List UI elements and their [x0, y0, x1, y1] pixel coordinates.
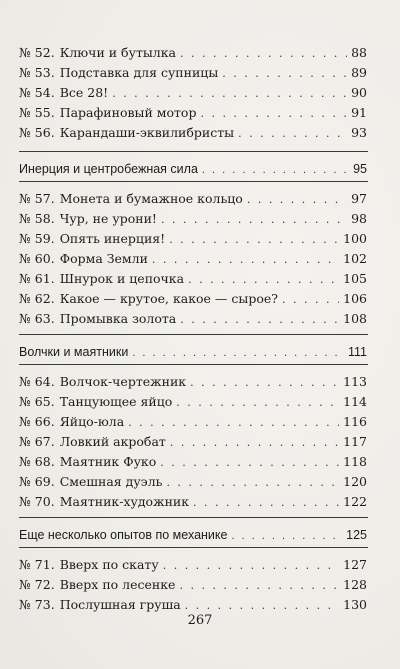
dot-leader — [202, 164, 349, 176]
dot-leader — [161, 213, 347, 226]
entry-number: № 56. — [19, 125, 55, 140]
entry-number: № 66. — [19, 414, 55, 429]
section-page: 125 — [346, 528, 367, 542]
entry-title: Яйцо-юла — [59, 414, 125, 429]
dot-leader — [247, 193, 347, 206]
toc-entry — [19, 271, 367, 291]
section-title: Инерция и центробежная сила — [19, 162, 198, 176]
entry-title: Карандаши-эквилибристы — [59, 125, 235, 140]
entry-number: № 73. — [19, 597, 55, 612]
entry-page: 98 — [351, 211, 367, 226]
entry-title: Вверх по лесенке — [59, 577, 176, 592]
entry-page: 116 — [343, 414, 367, 429]
entry-page: 88 — [351, 45, 367, 60]
entry-title: Опять инерция! — [59, 231, 166, 246]
entry-number: № 70. — [19, 494, 55, 509]
toc-entry — [19, 494, 367, 514]
divider-line — [19, 181, 368, 182]
entry-page: 120 — [343, 474, 367, 489]
toc-entry — [19, 45, 367, 65]
entry-number: № 68. — [19, 454, 55, 469]
dot-leader — [179, 579, 339, 592]
entry-page: 106 — [343, 291, 367, 306]
toc-entry — [19, 291, 367, 311]
entry-title: Шнурок и цепочка — [59, 271, 185, 286]
dot-leader — [188, 273, 339, 286]
page-number: 267 — [187, 613, 213, 628]
entry-title: Подставка для супницы — [59, 65, 219, 80]
toc-entry — [19, 557, 367, 577]
dot-leader — [193, 496, 339, 509]
entry-number: № 53. — [19, 65, 55, 80]
entry-number: № 55. — [19, 105, 55, 120]
divider-line — [19, 517, 368, 518]
toc-entry — [19, 125, 367, 145]
section-heading — [19, 162, 367, 182]
dot-leader — [169, 233, 339, 246]
entry-title: Ловкий акробат — [59, 434, 166, 449]
entry-page: 117 — [343, 434, 367, 449]
entry-page: 127 — [343, 557, 367, 572]
toc-entry — [19, 211, 367, 231]
toc-entry — [19, 474, 367, 494]
dot-leader — [160, 456, 339, 469]
section-title: Еще несколько опытов по механике — [19, 528, 228, 542]
entry-number: № 57. — [19, 191, 55, 206]
dot-leader — [200, 107, 347, 120]
dot-leader — [180, 313, 339, 326]
dot-leader — [152, 253, 339, 266]
toc-entry — [19, 414, 367, 434]
dot-leader — [112, 87, 347, 100]
entry-title: Ключи и бутылка — [59, 45, 177, 60]
dot-leader — [282, 293, 339, 306]
entry-title: Все 28! — [59, 85, 109, 100]
dot-leader — [222, 67, 347, 80]
dot-leader — [166, 476, 339, 489]
entry-title: Маятник Фуко — [59, 454, 157, 469]
section-title: Волчки и маятники — [19, 345, 129, 359]
entry-page: 89 — [351, 65, 367, 80]
entry-page: 108 — [343, 311, 367, 326]
entry-page: 100 — [343, 231, 367, 246]
toc-entry — [19, 454, 367, 474]
entry-number: № 71. — [19, 557, 55, 572]
dot-leader — [180, 47, 347, 60]
section-page: 95 — [353, 162, 367, 176]
entry-page: 105 — [343, 271, 367, 286]
entry-title: Вверх по скату — [59, 557, 159, 572]
entry-number: № 60. — [19, 251, 55, 266]
divider-line — [19, 151, 368, 152]
dot-leader — [132, 347, 344, 359]
toc-entry — [19, 374, 367, 394]
divider-line — [19, 364, 368, 365]
entry-page: 97 — [351, 191, 367, 206]
entry-number: № 61. — [19, 271, 55, 286]
toc-entry — [19, 311, 367, 331]
dot-leader — [190, 376, 339, 389]
entry-title: Какое — крутое, какое — сырое? — [59, 291, 278, 306]
section-heading — [19, 345, 367, 365]
entry-page: 93 — [351, 125, 367, 140]
entry-number: № 62. — [19, 291, 55, 306]
entry-number: № 63. — [19, 311, 55, 326]
dot-leader — [238, 127, 347, 140]
toc-entry — [19, 577, 367, 597]
toc-entry — [19, 394, 367, 414]
entry-title: Монета и бумажное кольцо — [59, 191, 243, 206]
entry-page: 113 — [343, 374, 367, 389]
entry-number: № 72. — [19, 577, 55, 592]
entry-title: Форма Земли — [59, 251, 148, 266]
divider-line — [19, 334, 368, 335]
entry-page: 90 — [351, 85, 367, 100]
toc-entry — [19, 434, 367, 454]
entry-page: 102 — [343, 251, 367, 266]
divider-line — [19, 547, 368, 548]
entry-page: 122 — [343, 494, 367, 509]
entry-page: 130 — [343, 597, 367, 612]
entry-page: 118 — [343, 454, 367, 469]
entry-number: № 67. — [19, 434, 55, 449]
section-page: 111 — [347, 345, 367, 359]
entry-title: Промывка золота — [59, 311, 177, 326]
entry-title: Танцующее яйцо — [59, 394, 173, 409]
toc-entry — [19, 85, 367, 105]
entry-number: № 58. — [19, 211, 55, 226]
entry-page: 91 — [351, 105, 367, 120]
dot-leader — [231, 530, 342, 542]
entry-title: Смешная дуэль — [59, 474, 163, 489]
toc-entry — [19, 65, 367, 85]
entry-title: Маятник-художник — [59, 494, 190, 509]
entry-title: Волчок-чертежник — [59, 374, 187, 389]
dot-leader — [128, 416, 339, 429]
toc-entry — [19, 231, 367, 251]
dot-leader — [163, 559, 339, 572]
entry-page: 128 — [343, 577, 367, 592]
entry-page: 114 — [343, 394, 367, 409]
toc-entry — [19, 105, 367, 125]
entry-number: № 69. — [19, 474, 55, 489]
entry-title: Чур, не урони! — [59, 211, 157, 226]
dot-leader — [185, 599, 339, 612]
entry-title: Парафиновый мотор — [59, 105, 197, 120]
dot-leader — [170, 436, 339, 449]
entry-number: № 52. — [19, 45, 55, 60]
entry-number: № 64. — [19, 374, 55, 389]
entry-number: № 59. — [19, 231, 55, 246]
toc-entry — [19, 191, 367, 211]
entry-number: № 54. — [19, 85, 55, 100]
entry-title: Послушная груша — [59, 597, 181, 612]
section-heading — [19, 528, 367, 548]
entry-number: № 65. — [19, 394, 55, 409]
toc-entry — [19, 251, 367, 271]
dot-leader — [176, 396, 339, 409]
